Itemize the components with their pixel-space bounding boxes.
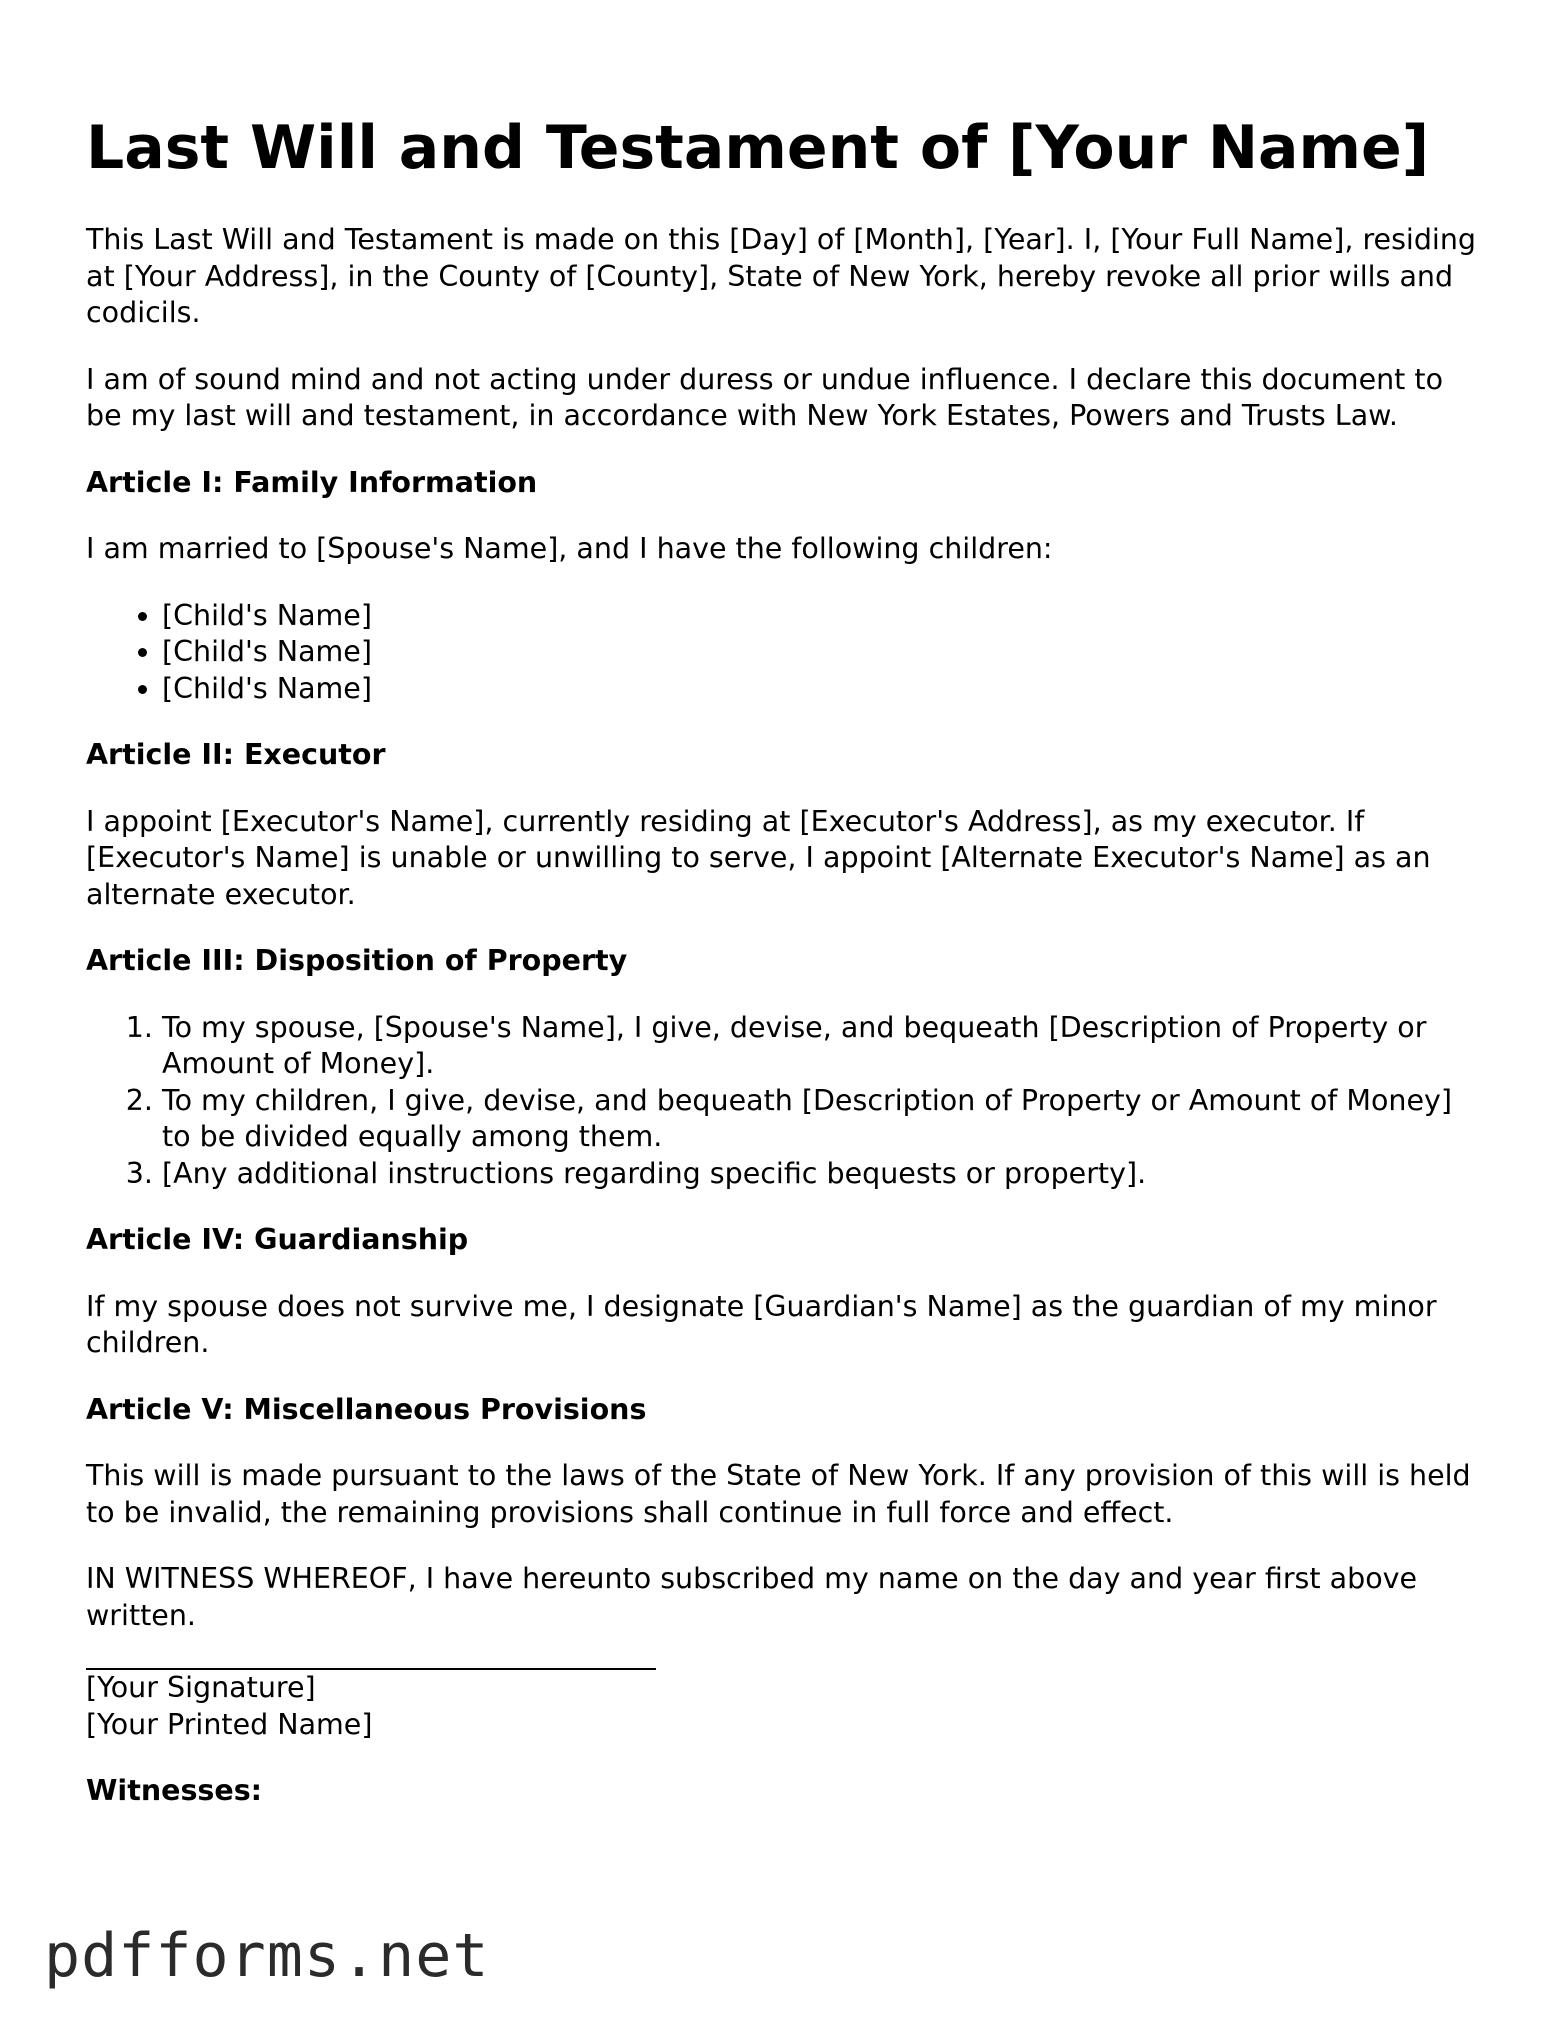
children-list bbox=[86, 598, 1486, 708]
list-item: 1. To my spouse, [Spouse's Name], I give, devise, and bequeath [Description of Property or Amount of Money]. bbox=[162, 1010, 1486, 1083]
article-4-heading: Article IV: Guardianship bbox=[86, 1223, 469, 1256]
article-2-text: I appoint [Executor's Name], currently residing at [Executor's Address], as my executor. If [Executor's Name] is unable or unwilling to serve, I appoint [Alternate Executor's Name] as an alternate executor. bbox=[86, 804, 1431, 911]
signature-label: [Your Signature] bbox=[86, 1671, 316, 1704]
witness-clause: IN WITNESS WHEREOF, I have hereunto subscribed my name on the day and year first above written. bbox=[86, 1562, 1418, 1632]
document-title: Last Will and Testament of [Your Name] bbox=[86, 113, 1430, 183]
article-4-text: If my spouse does not survive me, I designate [Guardian's Name] as the guardian of my minor children. bbox=[86, 1289, 1437, 1359]
watermark-logo: pdfforms.net bbox=[44, 1921, 490, 1991]
printed-name-label: [Your Printed Name] bbox=[86, 1707, 373, 1741]
article-1-heading: Article I: Family Information bbox=[86, 465, 538, 499]
list-item: 3. [Any additional instructions regarding specific bequests or property]. bbox=[162, 1156, 1486, 1193]
intro-paragraph-2: I am of sound mind and not acting under duress or undue influence. I declare this document to be my last will and testament, in accordance with New York Estates, Powers and Trusts Law. bbox=[86, 362, 1444, 432]
property-list bbox=[86, 1010, 1486, 1193]
article-3-heading: Article III: Disposition of Property bbox=[86, 944, 628, 977]
intro-paragraph-1: This Last Will and Testament is made on this [Day] of [Month], [Year]. I, [Your Full Name], residing at [Your Address], in the County of [County], State of New York, hereby revoke all prior wills and codicils. bbox=[86, 223, 1477, 329]
document-page bbox=[86, 112, 1486, 1840]
list-item: • [Child's Name] bbox=[162, 598, 1486, 635]
list-item: • [Child's Name] bbox=[162, 634, 1486, 671]
list-item: 2. To my children, I give, devise, and bequeath [Description of Property or Amount of Money] to be divided equally among them. bbox=[162, 1083, 1486, 1156]
list-item: • [Child's Name] bbox=[162, 671, 1486, 708]
article-2-heading: Article II: Executor bbox=[86, 738, 386, 771]
signature-block bbox=[86, 1668, 1486, 1810]
witnesses-heading: Witnesses: bbox=[86, 1774, 263, 1807]
article-5-heading: Article V: Miscellaneous Provisions bbox=[86, 1392, 647, 1426]
article-5-text: This will is made pursuant to the laws of the State of New York. If any provision of this will is held to be invalid, the remaining provisions shall continue in full force and effect. bbox=[86, 1459, 1471, 1529]
article-1-text: I am married to [Spouse's Name], and I have the following children: bbox=[86, 532, 1053, 565]
